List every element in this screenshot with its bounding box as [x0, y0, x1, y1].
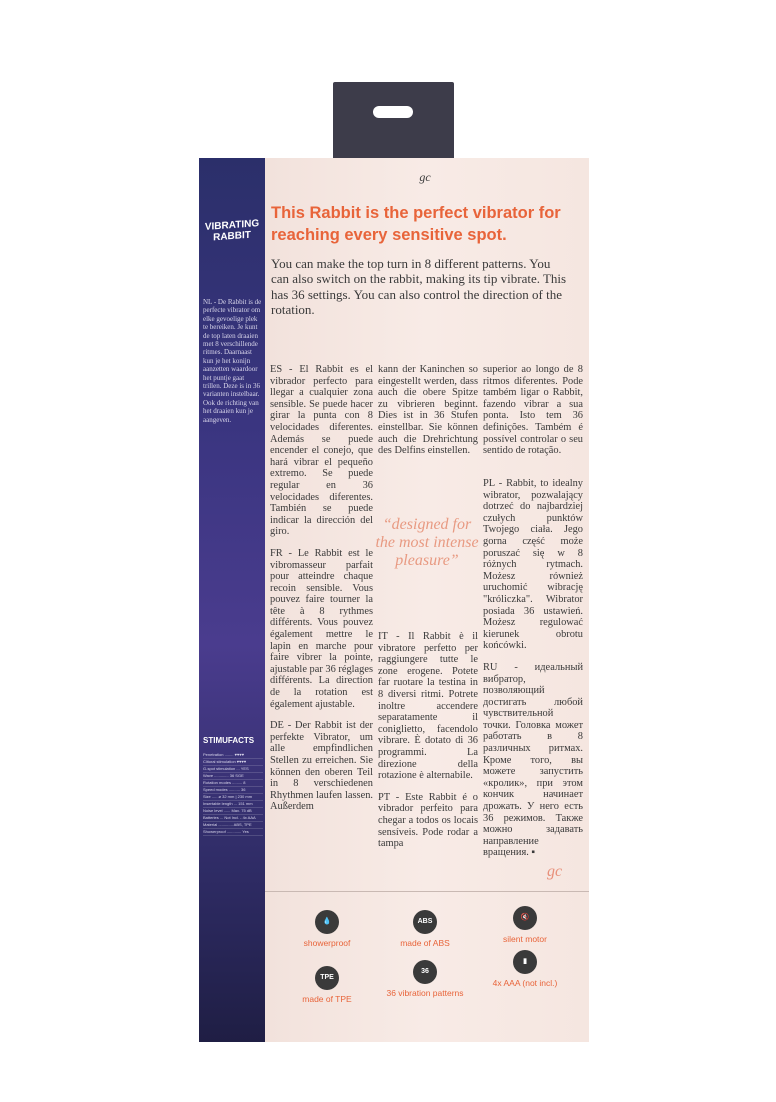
feature-label: 36 vibration patterns [386, 988, 464, 998]
paragraph-pt: PT - Este Rabbit é o vibrador perfeito para chegar a todos os locais sensíveis. Pode rodar a tampa [378, 791, 478, 850]
feature-vibration-patterns [377, 960, 473, 998]
feature-abs [377, 910, 473, 948]
fact-row: Noise level ...... Max. 75 dB [203, 808, 263, 815]
fact-row: Rotation modes ......... 8 [203, 780, 263, 787]
silent-motor-icon: 🔇 [513, 906, 537, 930]
fact-row: Clitoral stimulation ♥♥♥♥ [203, 759, 263, 766]
text-column-1 [270, 364, 373, 823]
text-column-2 [378, 364, 478, 467]
paragraph-de: DE - Der Rabbit ist der perfekte Vibrator, um alle empfindlichen Stellen zu erreichen. Sie können den oberen Teil in 8 verschiedenen Rhythmen laufen lassen. Außerdem [270, 720, 373, 813]
fact-row: Showerproof ............. Yes [203, 829, 263, 836]
feature-label: silent motor [503, 934, 547, 944]
feature-silent-motor [477, 906, 573, 944]
paragraph-es: ES - El Rabbit es el vibrador perfecto para llegar a cualquier zona sensible. Se puede hacer girar la punta con 8 velocidades diferentes. Además se puede encender el conejo, que hará vibrar el pequeño extremo. Se puede regular en 36 velocidades diferentes. También se puede indicar la dirección del giro. [270, 364, 373, 538]
side-title: VIBRATING RABBIT [204, 218, 260, 244]
stimufacts-list [203, 752, 263, 836]
showerproof-icon: 💧 [315, 910, 339, 934]
feature-tpe [279, 966, 375, 1004]
fact-row: Penetration ........ ♥♥♥♥ [203, 752, 263, 759]
text-column-3-lower [483, 478, 583, 869]
paragraph-ru: RU - идеальный вибратор, позволяющий достигать любой чувствительной точки. Головка может работать в 8 различных ритмах. Кроме того, вы можете запустить «кролик», при этом кончик начинает дрожать. У него есть 36 режимов. Также можно задавать направление вращения. ▪ [483, 661, 583, 859]
stimufacts-title: STIMUFACTS [203, 736, 255, 745]
fact-row: Insertable length ... 151 mm [203, 801, 263, 808]
paragraph-de-cont: kann der Kaninchen so eingestellt werden, dass auch die obere Spitze zu vibrieren beginnt. Dies ist in 36 Stufen einstellbar. Sie können auch die Drehrichtung des Delfins einstellen. [378, 364, 478, 457]
headline: This Rabbit is the perfect vibrator for reaching every sensitive spot. [271, 204, 561, 244]
feature-showerproof [279, 910, 375, 948]
vibration-patterns-icon: 36 [413, 960, 437, 984]
paragraph-pt-cont: superior ao longo de 8 ritmos diferentes. Pode também ligar o Rabbit, fazendo vibrar a sua ponta. Isto tem 36 definições. Também é possível controlar o seu sentido de rotação. [483, 364, 583, 457]
abs-icon: ABS [413, 910, 437, 934]
text-column-3 [483, 364, 583, 467]
fact-row: Wave ............. 36 SGE [203, 773, 263, 780]
text-column-2-lower [378, 631, 478, 860]
box-side-panel [199, 158, 265, 1042]
pull-quote: “designed for the most intense pleasure” [375, 516, 479, 569]
fact-row: Size ..... ø 32 mm | 230 mm [203, 794, 263, 801]
divider [265, 891, 589, 892]
paragraph-fr: FR - Le Rabbit est le vibromasseur parfait pour atteindre chaque recoin sensible. Vous pouvez faire tourner la tête à 8 rythmes différents. Vous pouvez également mettre le lapin en marche pour faire vibrer la pointe, ajustable par 36 réglages différents. La direction de la rotation est également ajustable. [270, 547, 373, 710]
fact-row: G-spot stimulation ... YES [203, 766, 263, 773]
feature-label: made of ABS [400, 938, 450, 948]
brand-logo-bottom: gc [547, 863, 563, 880]
side-description: NL - De Rabbit is de perfecte vibrator om elke gevoelige plek te bereiken. Je kunt de top laten draaien met 8 verschillende ritmes. Daarnaast kun je het konijn aanzetten waardoor het puntje gaat trillen. Deze is in 36 varianten instelbaar. Ook de richting van het draaien kun je aangeven. [203, 298, 262, 424]
hanger-hole [373, 106, 413, 118]
fact-row: Material ............. ABS, TPE [203, 822, 263, 829]
fact-row: Speed modes .......... 36 [203, 787, 263, 794]
feature-label: 4x AAA (not incl.) [492, 978, 558, 988]
intro-text: You can make the top turn in 8 different patterns. You can also switch on the rabbit, making its tip vibrate. This has 36 settings. You can also control the direction of the rotation. [271, 256, 567, 318]
tpe-icon: TPE [315, 966, 339, 990]
brand-logo: gc [419, 170, 431, 184]
feature-label: made of TPE [302, 994, 352, 1004]
paragraph-pl: PL - Rabbit, to idealny wibrator, pozwalający dotrzeć do najbardziej czułych punktów Twojego ciała. Jego gorna część może poruszać się w 8 różnych rytmach. Możesz również uruchomić wibrację "króliczka". Wibrator posiada 36 ustawień. Możesz regulować kierunek obrotu końcówki. [483, 478, 583, 652]
battery-icon: ▮ [513, 950, 537, 974]
paragraph-it: IT - Il Rabbit è il vibratore perfetto per raggiungere tutte le zone erogene. Potete far ruotare la testina in 8 diversi ritmi. Potrete inoltre accendere separatamente il coniglietto, facendolo vibrare. È dotato di 36 programmi. La direzione della rotazione è alternabile. [378, 631, 478, 782]
feature-label: showerproof [303, 938, 351, 948]
box-front-panel [265, 158, 589, 1042]
feature-batteries [477, 950, 573, 988]
fact-row: Batteries ... Not Incl. - 4x AAA [203, 815, 263, 822]
